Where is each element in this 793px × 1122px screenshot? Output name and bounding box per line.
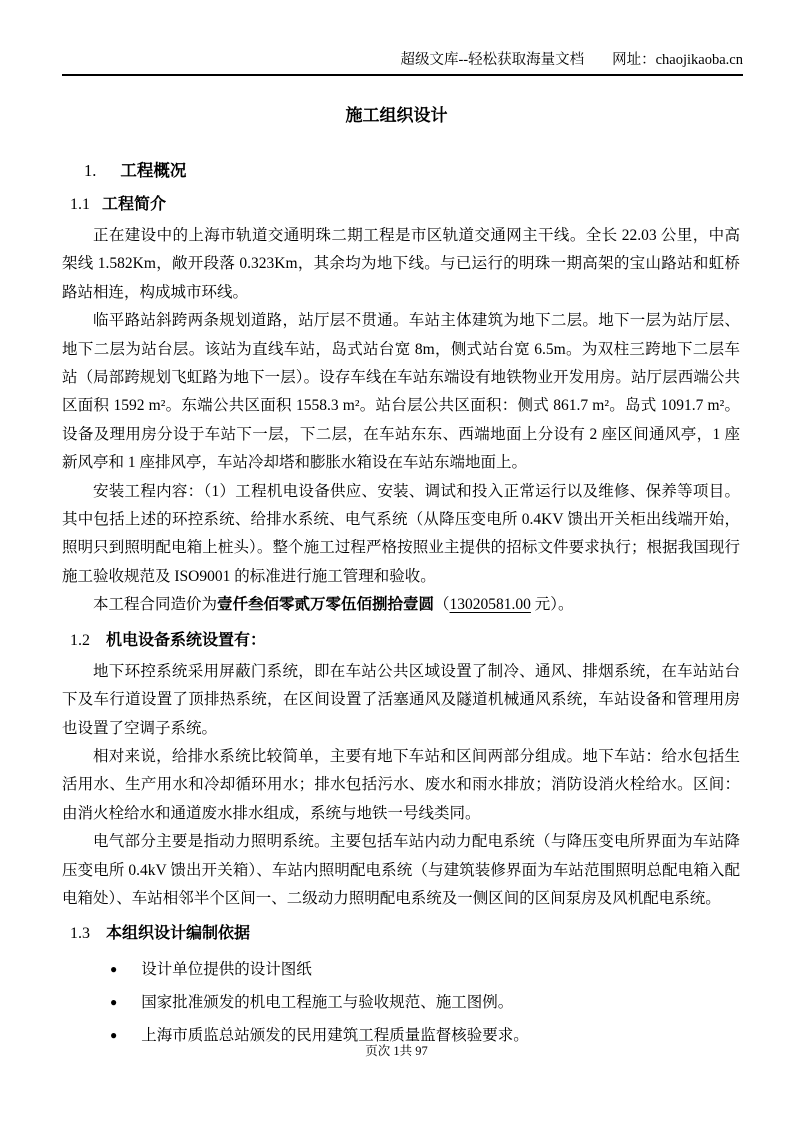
heading-label: 工程简介: [102, 196, 167, 213]
bullet-icon: ●: [110, 995, 118, 1010]
price-open-paren: （: [434, 596, 450, 614]
document-content: [62, 158, 740, 1050]
paragraph-electrical-system: 电气部分主要是指动力照明系统。主要包括车站内动力配电系统（与降压变电所界面为车站降压变电所 0.4kV 馈出开关箱）、车站内照明配电系统（与建筑装修界面为车站范围照明总配电箱入配电箱处）、车站相邻半个区间一、二级动力照明配电系统及一侧区间的区间泵房及风机配电系统。: [62, 833, 740, 907]
price-prefix: 本工程合同造价为: [93, 596, 218, 614]
paragraph-installation-scope: 安装工程内容：（1）工程机电设备供应、安装、调试和投入正常运行以及维修、保养等项目。其中包括上述的环控系统、给排水系统、电气系统（从降压变电所 0.4KV 馈出开关柜出线端开始，照明只到照明配电箱上桩头）。整个施工过程严格按照业主提供的招标文件要求执行；根据我国现行施工验收规范及 ISO9001 的标准进行施工管理和验收。: [62, 482, 740, 585]
header-site-url: 网址：chaojikaoba.cn: [612, 52, 743, 68]
heading-label: 工程概况: [120, 161, 187, 180]
section-heading-1-1: [62, 192, 740, 218]
price-suffix: 元）。: [530, 596, 574, 614]
list-item: [110, 955, 740, 984]
heading-number: 1.1: [70, 196, 90, 213]
price-amount-numeric: 13020581.00: [449, 596, 531, 614]
heading-number: 1.3: [70, 925, 90, 943]
heading-number: 1.: [84, 161, 97, 180]
section-heading-1-2: [62, 628, 740, 654]
reference-list: [62, 955, 740, 1050]
heading-label: 本组织设计编制依据: [106, 925, 251, 943]
bullet-icon: ●: [110, 1028, 118, 1043]
paragraph-station-description: 临平路站斜跨两条规划道路，站厅层不贯通。车站主体建筑为地下二层。地下一层为站厅层、地下二层为站台层。该站为直线车站，岛式站台宽 8m，侧式站台宽 6.5m。为双柱三跨地下二层车站（局部跨规划飞虹路为地下一层）。设存车线在车站东端设有地铁物业开发用房。站厅层西端公共区面积 1592 m²。东端公共区面积 1558.3 m²。站台层公共区面积：侧式 861.7 m²。岛式 1091.7 m²。设备及理用房分设于车站下一层，下二层，在车站东东、西端地面上分设有 2 座区间通风亭，1 座新风亭和 1 座排风亭，车站冷却塔和膨胀水箱设在车站东端地面上。: [62, 312, 740, 472]
paragraph-project-overview: 正在建设中的上海市轨道交通明珠二期工程是市区轨道交通网主干线。全长 22.03 公里，中高架线 1.582Km，敞开段落 0.323Km，其余均为地下线。与已运行的明珠一期高架的宝山路站和虹桥路站相连，构成城市环线。: [62, 227, 740, 301]
bullet-icon: ●: [110, 962, 118, 977]
page-header: [62, 0, 743, 76]
list-item-label: 国家批准颁发的机电工程施工与验收规范、施工图例。: [141, 994, 514, 1012]
list-item: [110, 988, 740, 1017]
paragraph-hvac-system: 地下环控系统采用屏蔽门系统，即在车站公共区域设置了制冷、通风、排烟系统，在车站站台下及车行道设置了顶排热系统，在区间设置了活塞通风及隧道机械通风系统，车站设备和管理用房也设置了空调子系统。: [62, 662, 740, 737]
section-heading-1-3: [62, 921, 740, 947]
list-item-label: 上海市质监总站颁发的民用建筑工程质量监督核验要求。: [141, 1027, 529, 1045]
list-item-label: 设计单位提供的设计图纸: [141, 961, 312, 979]
price-amount-chinese: 壹仟叁佰零贰万零伍佰捌拾壹圆: [217, 596, 435, 614]
paragraph-water-system: 相对来说，给排水系统比较简单，主要有地下车站和区间两部分组成。地下车站：给水包括生活用水、生产用水和冷却循环用水；排水包括污水、废水和雨水排放；消防设消火栓给水。区间：由消火栓给水和通道废水排水组成，系统与地铁一号线类同。: [62, 747, 740, 822]
header-brand-text: 超级文库--轻松获取海量文档: [400, 52, 585, 68]
page-title: 施工组织设计: [345, 106, 448, 125]
heading-number: 1.2: [70, 631, 90, 649]
heading-label: 机电设备系统设置有：: [106, 631, 267, 649]
section-heading-1: [62, 158, 740, 184]
page-footer: 页次 1共 97: [365, 1044, 428, 1058]
paragraph-contract-price: [62, 591, 740, 619]
